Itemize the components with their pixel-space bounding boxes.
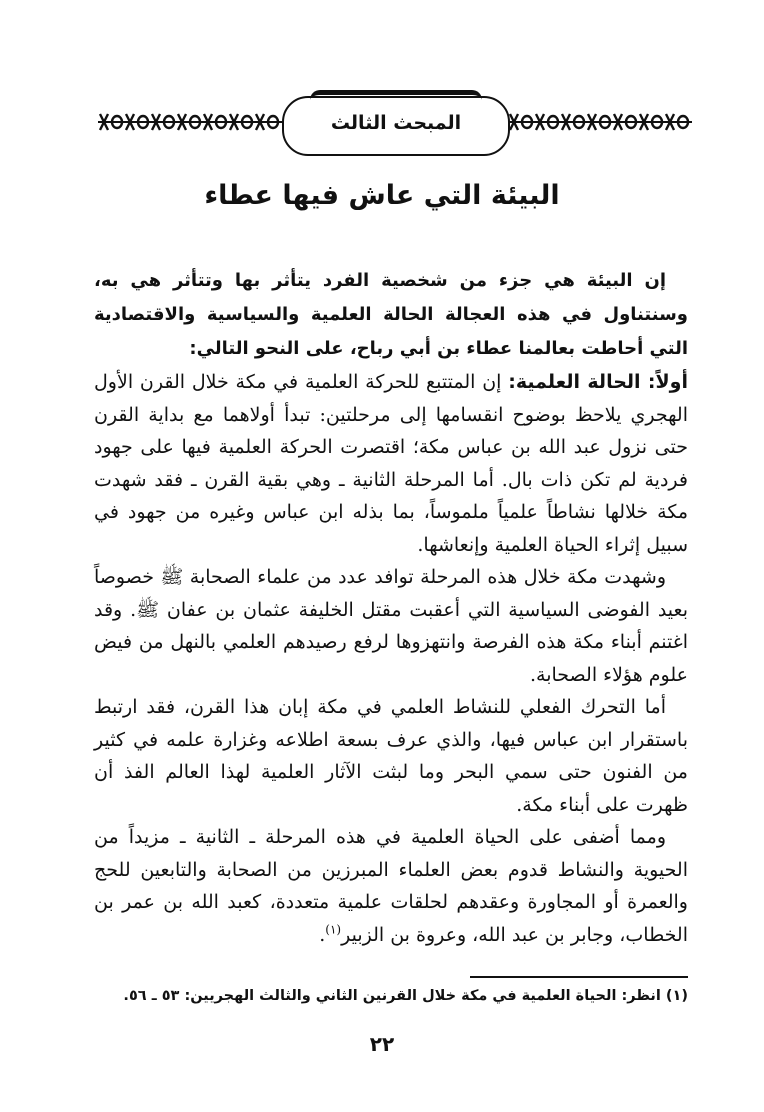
paragraph-end: .: [319, 923, 326, 946]
section-lead: أولاً: الحالة العلمية:: [508, 371, 689, 393]
footnote-reference[interactable]: (١): [325, 922, 342, 937]
paragraph-scholars: [94, 821, 688, 951]
paragraph-text: ومما أضفى على الحياة العلمية في هذه المرحلة ـ الثانية ـ مزيداً من الحيوية والنشاط قدوم بعض العلماء المبرزين من الصحابة والتابعين للحج والعمرة أو المجاورة وعقدهم لحلقات علمية متعددة، كعبد الله بن عمر بن الخطاب، وجابر بن عبد الله، وعروة بن الزبير: [94, 826, 688, 946]
ornament-band-left: [98, 110, 288, 134]
section-title: البيئة التي عاش فيها عطاء: [204, 180, 560, 211]
body-text: [94, 264, 688, 951]
chapter-heading-frame: [282, 96, 510, 156]
paragraph-ibn-abbas: أما التحرك الفعلي للنشاط العلمي في مكة إبان هذا القرن، فقد ارتبط باستقرار ابن عباس فيها، والذي عرف بسعة اطلاعه وغزارة علمه في كثير من الفنون حتى سمي البحر وما لبثت الآثار العلمية لهذا العالم الفذ أن ظهرت على أبناء مكة.: [94, 696, 688, 816]
chapter-label: المبحث الثالث: [330, 112, 462, 134]
page-number: ٢٢: [369, 1032, 395, 1056]
footnote: (١) انظر: الحياة العلمية في مكة خلال القرنين الثاني والثالث الهجريين: ٥٣ ـ ٥٦.: [123, 988, 688, 1004]
section-text: إن المتتبع للحركة العلمية في مكة خلال القرن الأول الهجري يلاحظ بوضوح انقسامها إلى مرحلتين: تبدأ أولاهما مع بداية القرن حتى نزول عبد الله بن عباس مكة؛ اقتصرت الحركة العلمية فيها على جهود فردية لم تكن ذات بال. أما المرحلة الثانية ـ وهي بقية القرن ـ فقد شهدت مكة خلالها نشاطاً علمياً ملموساً، بما بذله ابن عباس وغيره من جهود في سبيل إثراء الحياة العلمية وإنعاشها.: [94, 371, 688, 556]
paragraph-scientific-state: [94, 366, 688, 561]
intro-paragraph: إن البيئة هي جزء من شخصية الفرد يتأثر بها وتتأثر هي به، وسنتناول في هذه العجالة الحالة العلمية والسياسية والاقتصادية التي أحاطت بعالمنا عطاء بن أبي رباح، على النحو التالي:: [94, 270, 688, 359]
footnote-rule: [470, 976, 688, 978]
ornament-band-right: [506, 110, 692, 134]
paragraph-companions: وشهدت مكة خلال هذه المرحلة توافد عدد من علماء الصحابة ﷺ خصوصاً بعيد الفوضى السياسية التي أعقبت مقتل الخليفة عثمان بن عفان ﷺ. وقد اغتنم أبناء مكة هذه الفرصة وانتهزوها لرفع رصيدهم العلمي بالنهل من فيض علوم هؤلاء الصحابة.: [94, 566, 688, 686]
